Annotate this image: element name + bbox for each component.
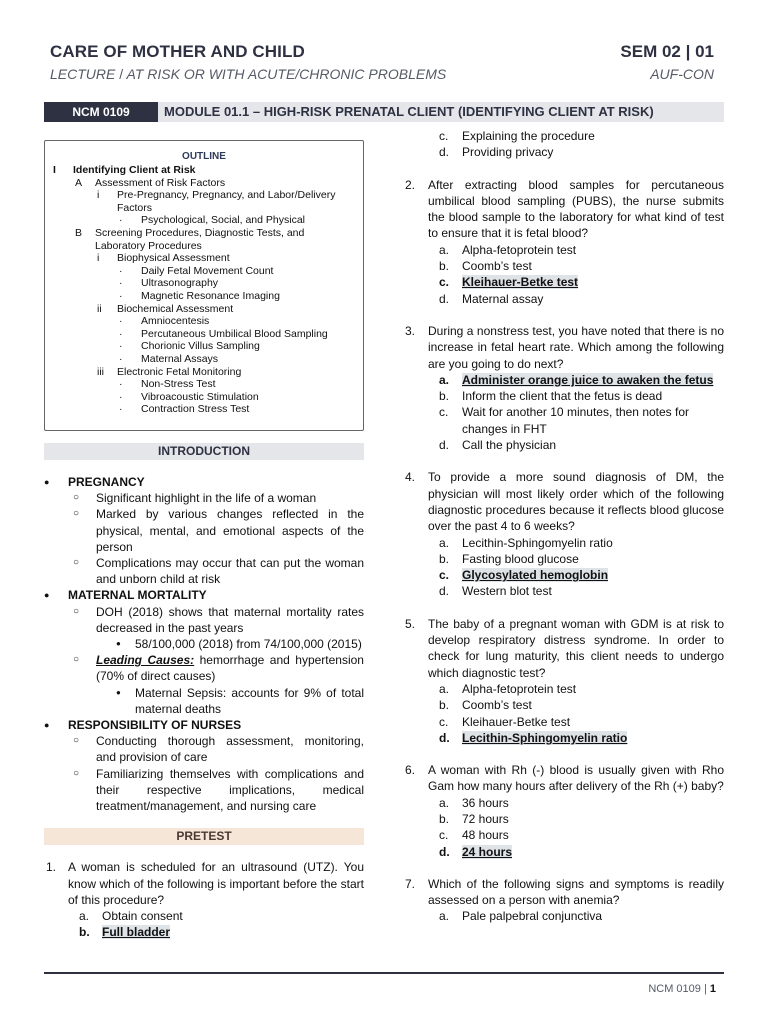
outline-item [53,403,355,416]
outline-text: Ultrasonography [141,277,219,290]
outline-title: OUTLINE [182,151,226,162]
pregnancy-point-1: ○ Significant highlight in the life of a woman [44,490,364,506]
question-1-stem [0,859,364,908]
question-3-option-a-answer [400,372,724,388]
option-text: Call the physician [462,438,557,453]
module-code: NCM 0109 [44,102,158,122]
question-5-option-b [400,697,724,713]
option-text: Maternal assay [462,291,544,306]
option-text: Inform the client that the fetus is dead [462,389,663,404]
outline-text: Percutaneous Umbilical Blood Sampling [141,327,328,340]
question-2-option-a [400,242,724,258]
option-text: Administer orange juice to awaken the fetus [462,372,714,387]
outline-text: Screening Procedures, Diagnostic Tests, and [95,226,305,239]
outline-marker: · [119,315,123,328]
option-letter: a. [79,909,90,924]
mortality-subpoint-1: ● 58/100,000 (2018) from 74/100,000 (2015) [44,636,364,652]
lecture-label: LECTURE [50,66,116,82]
option-text: Alpha-fetoprotein test [462,242,577,257]
option-text: Fasting blood glucose [462,551,579,566]
maternal-mortality-bullet: ● MATERNAL MORTALITY [44,587,364,603]
question-3-number: 3. [405,323,416,338]
outline-text: Non-Stress Test [141,378,216,391]
leading-causes-label: Leading Causes: [96,653,195,668]
outline-marker: I [53,164,56,176]
outline-marker: · [119,390,123,403]
outline-text: Assessment of Risk Factors [95,176,226,189]
option-text: Alpha-fetoprotein test [462,681,577,696]
introduction-list [44,474,364,814]
option-text: Full bladder [102,925,171,940]
option-letter: b. [439,259,450,274]
outline-text: Chorionic Villus Sampling [141,340,260,353]
option-text: 24 hours [462,844,513,859]
responsibility-bullet: ● RESPONSIBILITY OF NURSES [44,717,364,733]
outline-text: Magnetic Resonance Imaging [141,289,280,302]
question-2-option-c-answer [400,274,724,290]
left-column [44,140,364,941]
outline-marker: · [119,340,123,353]
outline-item [53,277,355,290]
question-6-option-d-answer [400,844,724,860]
question-6-number: 6. [405,763,416,778]
question-5-option-c [400,714,724,730]
outline-item [53,340,355,353]
right-column [400,128,724,925]
option-text: Lecithin-Sphingomyelin ratio [462,730,628,745]
outline-item [53,353,355,366]
option-text: 36 hours [462,795,509,810]
outline-item [53,315,355,328]
question-3-stem [400,323,724,372]
outline-item [53,328,355,341]
outline-item [53,240,355,253]
option-letter: d. [439,730,450,745]
option-letter: b. [439,389,450,404]
outline-item [53,366,355,379]
option-letter: c. [439,828,449,843]
outline-text: Laboratory Procedures [95,239,202,252]
outline-text: Contraction Stress Test [141,403,250,416]
option-letter: a. [439,681,450,696]
lecture-subtitle [50,66,714,82]
question-6-option-b [400,811,724,827]
question-7-number: 7. [405,876,416,891]
page-number: 1 [709,983,716,995]
question-5-stem [400,616,724,681]
outline-text: Psychological, Social, and Physical [141,214,306,227]
outline-text: Maternal Assays [141,352,219,365]
outline-item [53,303,355,316]
question-2-option-b [400,258,724,274]
question-4 [400,469,724,599]
outline-item [53,177,355,190]
question-5-option-a [400,681,724,697]
option-letter: c. [439,405,449,420]
document-header [50,42,714,82]
outline-text: Vibroacoustic Stimulation [141,390,259,403]
question-5-number: 5. [405,616,416,631]
option-letter: d. [439,438,450,453]
option-text: Obtain consent [102,909,183,924]
outline-marker: · [119,378,123,391]
pregnancy-point-3: ○ Complications may occur that can put the woman and unborn child at risk [44,555,364,587]
question-6 [400,762,724,860]
question-7 [400,876,724,925]
option-letter: a. [439,372,450,387]
option-text: 72 hours [462,811,509,826]
mortality-point-1: ○ DOH (2018) shows that maternal mortality rates decreased in the past years [44,604,364,636]
option-text: Western blot test [462,584,552,599]
question-1-option-a [0,908,364,924]
option-text: Kleihauer-Betke test [462,714,571,729]
outline-marker: · [119,403,123,416]
option-letter: a. [439,909,450,924]
question-2-option-d [400,291,724,307]
outline-text: Pre-Pregnancy, Pregnancy, and Labor/Delivery [117,189,336,202]
mortality-point-2 [44,652,364,684]
option-text: Kleihauer-Betke test [462,275,579,290]
option-letter: a. [439,242,450,257]
outline-marker: ii [97,302,102,315]
outline-text: Amniocentesis [141,315,210,328]
leading-causes-text: hemorrhage and hypertension (70% of direct causes) [96,653,364,684]
option-text: Wait for another 10 minutes, then notes for changes in FHT [462,405,690,436]
question-2-number: 2. [405,177,416,192]
question-4-option-d [400,583,724,599]
module-bar [44,102,724,122]
pregnancy-bullet: ● PREGNANCY [44,474,364,490]
question-7-option-a [400,908,724,924]
option-letter: c. [439,714,449,729]
option-letter: c. [439,129,449,143]
mortality-subpoint-2: ● Maternal Sepsis: accounts for 9% of total maternal deaths [44,685,364,717]
footer-divider [44,972,724,974]
option-letter: a. [439,535,450,550]
course-title: CARE OF MOTHER AND CHILD [50,42,305,61]
outline-text: Factors [117,201,153,214]
question-4-option-a [400,535,724,551]
question-4-option-c-answer [400,567,724,583]
lecture-topic: AT RISK OR WITH ACUTE/CHRONIC PROBLEMS [126,66,447,82]
question-7-stem [400,876,724,909]
option-letter: a. [439,795,450,810]
option-text: Providing privacy [462,145,554,160]
question-4-text: To provide a more sound diagnosis of DM, the physician will most likely order which of the following diagnostic procedures because it reflects blood glucose over the past 4 to 6 weeks? [428,470,724,534]
option-text: Coomb’s test [462,259,532,274]
outline-box [44,140,364,431]
option-text: Pale palpebral conjunctiva [462,909,603,924]
question-4-stem [400,469,724,534]
module-title: MODULE 01.1 – HIGH-RISK PRENATAL CLIENT (IDENTIFYING CLIENT AT RISK) [164,104,654,119]
question-6-option-c [400,827,724,843]
outline-item [53,189,355,202]
option-text: Lecithin-Sphingomyelin ratio [462,535,613,550]
question-6-stem [400,762,724,795]
question-2-stem [400,177,724,242]
question-4-number: 4. [405,470,416,485]
outline-marker: · [119,289,123,302]
question-1-option-c [400,128,724,144]
question-1-option-d [400,144,724,160]
outline-item [53,164,355,177]
question-6-option-a [400,795,724,811]
pregnancy-point-2: ○ Marked by various changes reflected in the physical, mental, and emotional aspects of the person [44,506,364,555]
outline-marker: B [75,226,83,239]
outline-item [53,391,355,404]
option-letter: b. [439,698,450,713]
option-letter: b. [439,811,450,826]
question-5-text: The baby of a pregnant woman with GDM is at risk to develop respiratory distress syndrome. In order to check for lung maturity, this client needs to undergo which diagnostic test? [428,616,724,680]
option-letter: b. [439,551,450,566]
outline-item [53,252,355,265]
question-3-option-b [400,388,724,404]
outline-item [53,227,355,240]
header-right [620,42,714,82]
question-6-text: A woman with Rh (-) blood is usually given with Rho Gam how many hours after delivery of the Rh (+) baby? [428,763,724,794]
question-3 [400,323,724,453]
outline-marker: · [119,214,123,227]
question-7-text: Which of the following signs and symptoms is readily assessed on a person with anemia? [428,876,724,908]
semester-label: SEM 02 | 01 [620,42,714,61]
outline-text: Biochemical Assessment [117,302,234,315]
outline-marker: · [119,352,123,365]
outline-item [53,378,355,391]
question-3-option-d [400,437,724,453]
option-text: Coomb’s test [462,698,532,713]
pretest-heading: PRETEST [44,828,364,845]
outline-item [53,202,355,215]
outline-marker: · [119,264,123,277]
outline-marker: · [119,327,123,340]
question-4-option-b [400,551,724,567]
question-3-text: During a nonstress test, you have noted that there is no increase in fetal heart rate. Which among the following are you going to do next? [428,323,724,371]
outline-marker: iii [97,365,104,378]
outline-item [53,265,355,278]
outline-list [53,164,355,416]
option-letter: d. [439,844,450,859]
option-text: Explaining the procedure [462,129,595,143]
responsibility-point-1: ○ Conducting thorough assessment, monitoring, and provision of care [44,733,364,765]
option-text: 48 hours [462,828,509,843]
option-letter: d. [439,584,450,599]
footer-course-code: NCM 0109 | [648,983,707,995]
question-1-text: A woman is scheduled for an ultrasound (UTZ). You know which of the following is important before the start of this procedure? [68,860,364,907]
question-3-option-c [400,404,724,437]
question-1-number: 1. [46,860,57,875]
option-letter: d. [439,145,450,160]
question-5-option-d-answer [400,730,724,746]
outline-marker: i [97,189,100,202]
outline-marker: · [119,277,123,290]
question-2 [400,177,724,307]
outline-text: Daily Fetal Movement Count [141,264,274,277]
question-5 [400,616,724,746]
question-1-option-b-answer [0,924,364,940]
subtitle-slash: / [119,66,124,82]
outline-text: Biophysical Assessment [117,252,230,265]
outline-item [53,214,355,227]
outline-text: Identifying Client at Risk [73,164,196,176]
option-letter: c. [439,568,450,583]
page-footer [648,983,716,995]
outline-item [53,290,355,303]
introduction-heading: INTRODUCTION [44,443,364,460]
outline-marker: i [97,252,100,265]
option-letter: c. [439,275,450,290]
option-text: Glycosylated hemoglobin [462,568,609,583]
option-letter: d. [439,291,450,306]
responsibility-point-2: ○ Familiarizing themselves with complications and their respective implications, medical treatment/management, and nursing care [44,766,364,815]
question-1 [0,859,364,940]
question-2-text: After extracting blood samples for percutaneous umbilical blood sampling (PUBS), the nurse submits the blood sample to the laboratory for what kind of test to ensure that it is fetal blood? [428,177,724,241]
outline-text: Electronic Fetal Monitoring [117,365,242,378]
question-1-continued [400,128,724,161]
outline-marker: A [75,176,83,189]
school-label: AUF-CON [650,66,714,82]
option-letter: b. [79,925,90,940]
